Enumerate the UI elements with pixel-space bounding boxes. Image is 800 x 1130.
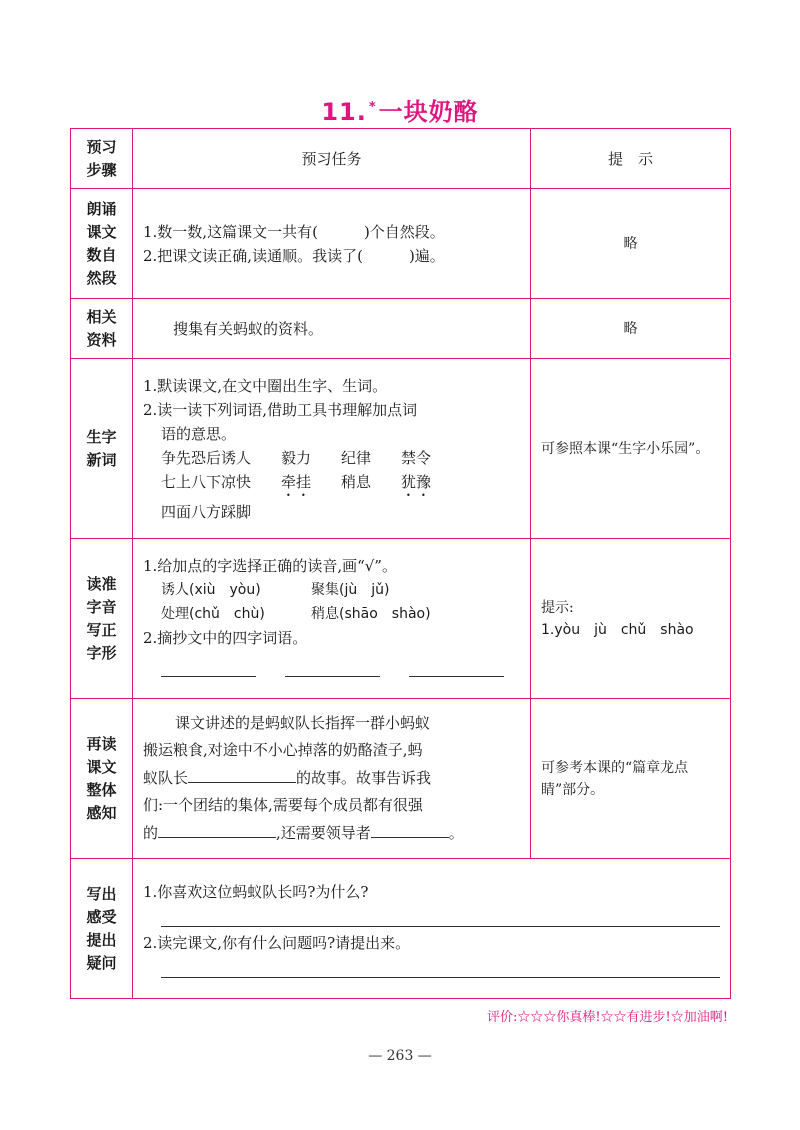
header-steps: 预习步骤 <box>71 129 133 189</box>
task-cell: 1.默读课文,在文中圈出生字、生词。 2.读一读下列词语,借助工具书理解加点词 语的意思。 争先恐后 诱人 毅力 纪律 禁令 七上八下 凉快 牵挂 稍息 犹豫 四面八方 踩脚 <box>133 359 531 539</box>
page-number: — 263 — <box>368 1048 432 1064</box>
word-list <box>143 446 520 524</box>
answer-blank[interactable] <box>188 764 296 783</box>
answer-line[interactable] <box>161 955 720 978</box>
step-label: 相关资料 <box>71 299 133 359</box>
task-cell: 1.给加点的字选择正确的读音,画“√”。 诱人(xiù yòu) 聚集(jù jǔ) 处理(chǔ chù) 稍息(shāo shào) 2.摘抄文中的四字词语。 <box>133 539 531 699</box>
row-materials <box>71 299 731 359</box>
step-label: 再读课文整体感知 <box>71 699 133 859</box>
optional-star: * <box>368 100 377 115</box>
word: 七上八下 <box>161 472 222 491</box>
step-label: 朗诵课文数自然段 <box>71 189 133 299</box>
word: 争先恐后 <box>161 448 222 467</box>
header-row <box>71 129 731 189</box>
word: 纪律 <box>341 448 372 467</box>
step-label: 读准字音写正字形 <box>71 539 133 699</box>
task-cell: 课文讲述的是蚂蚁队长指挥一群小蚂蚁 搬运粮食,对途中不小心掉落的奶酪渣子,蚂 蚁队长 的故事。故事告诉我 们:一个团结的集体,需要每个成员都有很强 的 ,还需要领导者 。 <box>133 699 531 859</box>
answer-blank[interactable] <box>409 658 504 677</box>
preview-table <box>70 128 731 999</box>
word-emphasized: 犹豫 <box>401 472 432 491</box>
word: 诱人 <box>221 448 252 467</box>
row-read-aloud <box>71 189 731 299</box>
hint-cell: 略 <box>531 189 731 299</box>
answer-blank[interactable] <box>285 658 380 677</box>
page-title <box>0 92 800 127</box>
word: 凉快 <box>221 472 252 491</box>
task-cell: 搜集有关蚂蚁的资料。 <box>133 299 531 359</box>
word: 稍息 <box>341 472 372 491</box>
row-comprehension <box>71 699 731 859</box>
lesson-number: 11. <box>321 98 367 126</box>
header-hints: 提 示 <box>531 129 731 189</box>
hint-cell: 可参考本课的“篇章龙点睛”部分。 <box>531 699 731 859</box>
hint-cell: 可参照本课“生字小乐园”。 <box>531 359 731 539</box>
word: 踩脚 <box>221 502 252 521</box>
row-questions <box>71 859 731 999</box>
question-cell: 1.你喜欢这位蚂蚁队长吗?为什么? 2.读完课文,你有什么问题吗?请提出来。 <box>133 859 731 999</box>
word: 禁令 <box>401 448 432 467</box>
answer-blank[interactable] <box>158 819 276 838</box>
word: 毅力 <box>281 448 312 467</box>
hint-cell: 提示: 1.yòu jù chǔ shào <box>531 539 731 699</box>
word: 四面八方 <box>161 502 222 521</box>
step-label: 生字新词 <box>71 359 133 539</box>
answer-line[interactable] <box>161 904 720 927</box>
hint-cell: 略 <box>531 299 731 359</box>
task-cell: 1.数一数,这篇课文一共有( )个自然段。 2.把课文读正确,读通顺。我读了( )遍。 <box>133 189 531 299</box>
evaluation-line: 评价:☆☆☆你真棒!☆☆有进步!☆加油啊! <box>486 1010 728 1025</box>
header-tasks: 预习任务 <box>133 129 531 189</box>
step-label: 写出感受提出疑问 <box>71 859 133 999</box>
row-new-words <box>71 359 731 539</box>
answer-blank[interactable] <box>161 658 256 677</box>
lesson-title: 一块奶酪 <box>378 98 479 126</box>
word-emphasized: 牵挂 <box>281 472 312 491</box>
row-pronunciation <box>71 539 731 699</box>
answer-blank[interactable] <box>371 819 449 838</box>
